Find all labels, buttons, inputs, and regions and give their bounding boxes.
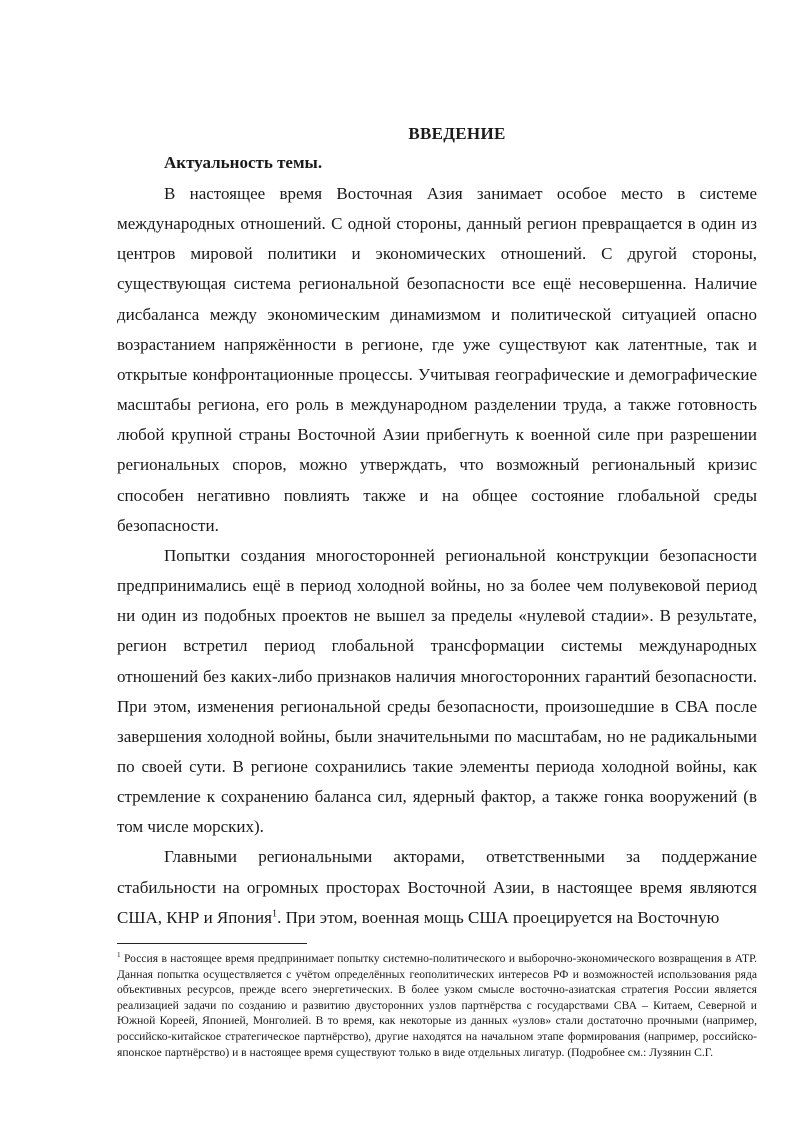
paragraph-3 (117, 842, 757, 932)
page-title: ВВЕДЕНИЕ (408, 124, 506, 143)
section-heading: Актуальность темы. (164, 153, 323, 172)
paragraph-1: В настоящее время Восточная Азия занимает особое место в системе международных отношений. С одной стороны, данный регион превращается в один из центров мировой политики и экономических отношений. С другой стороны, существующая система региональной безопасности все ещё несовершенна. Наличие дисбаланса между экономическим динамизмом и политической ситуацией опасно возрастанием напряжённости в регионе, где уже существуют как латентные, так и открытые конфронтационные процессы. Учитывая географические и демографические масштабы региона, его роль в международном разделении труда, а также готовность любой крупной страны Восточной Азии прибегнуть к военной силе при разрешении региональных споров, можно утверждать, что возможный региональный кризис способен негативно повлиять также и на общее состояние глобальной среды безопасности. (117, 184, 757, 535)
paragraph-3-text: Главными региональными акторами, ответственными за поддержание стабильности на огромных просторах Восточной Азии, в настоящее время являются США, КНР и Япония (117, 847, 757, 927)
body-text (117, 179, 757, 933)
footnote-text: Россия в настоящее время предпринимает попытку системно-политического и выборочно-экономического возвращения в АТР. Данная попытка осуществляется с учётом определённых геополитических интересов РФ и возможностей использования ряда объективных ресурсов, прежде всего энергетических. В более узком смысле восточно-азиатская стратегия России является реализацией задачи по созданию и развитию двусторонних узлов партнёрства с государствами СВА – Китаем, Северной и Южной Кореей, Японией, Монголией. В то время, как некоторые из данных «узлов» стали достаточно прочными (например, российско-китайское стратегическое партнёрство), другие находятся на начальном этапе формирования (например, российско-японское партнёрство) и в настоящее время существуют только в виде отдельных лигатур. (Подробнее см.: Лузянин С.Г. (117, 952, 757, 1059)
paragraph-2: Попытки создания многосторонней региональной конструкции безопасности предпринимались ещё в период холодной войны, но за более чем полувековой период ни один из подобных проектов не вышел за пределы «нулевой стадии». В результате, регион встретил период глобальной трансформации системы международных отношений без каких-либо признаков наличия многосторонних гарантий безопасности. При этом, изменения региональной среды безопасности, произошедшие в СВА после завершения холодной войны, были значительными по масштабам, но не радикальными по своей сути. В регионе сохранились такие элементы периода холодной войны, как стремление к сохранению баланса сил, ядерный фактор, а также гонка вооружений (в том числе морских). (117, 545, 757, 837)
footnote-separator (117, 943, 307, 944)
footnote-ref-mark: 1 (271, 908, 278, 920)
footnote-mark: 1 (117, 951, 121, 960)
document-page (117, 0, 757, 1122)
footnote (117, 951, 757, 1060)
paragraph-3-continuation: . При этом, военная мощь США проецируется на Восточную (277, 907, 720, 927)
